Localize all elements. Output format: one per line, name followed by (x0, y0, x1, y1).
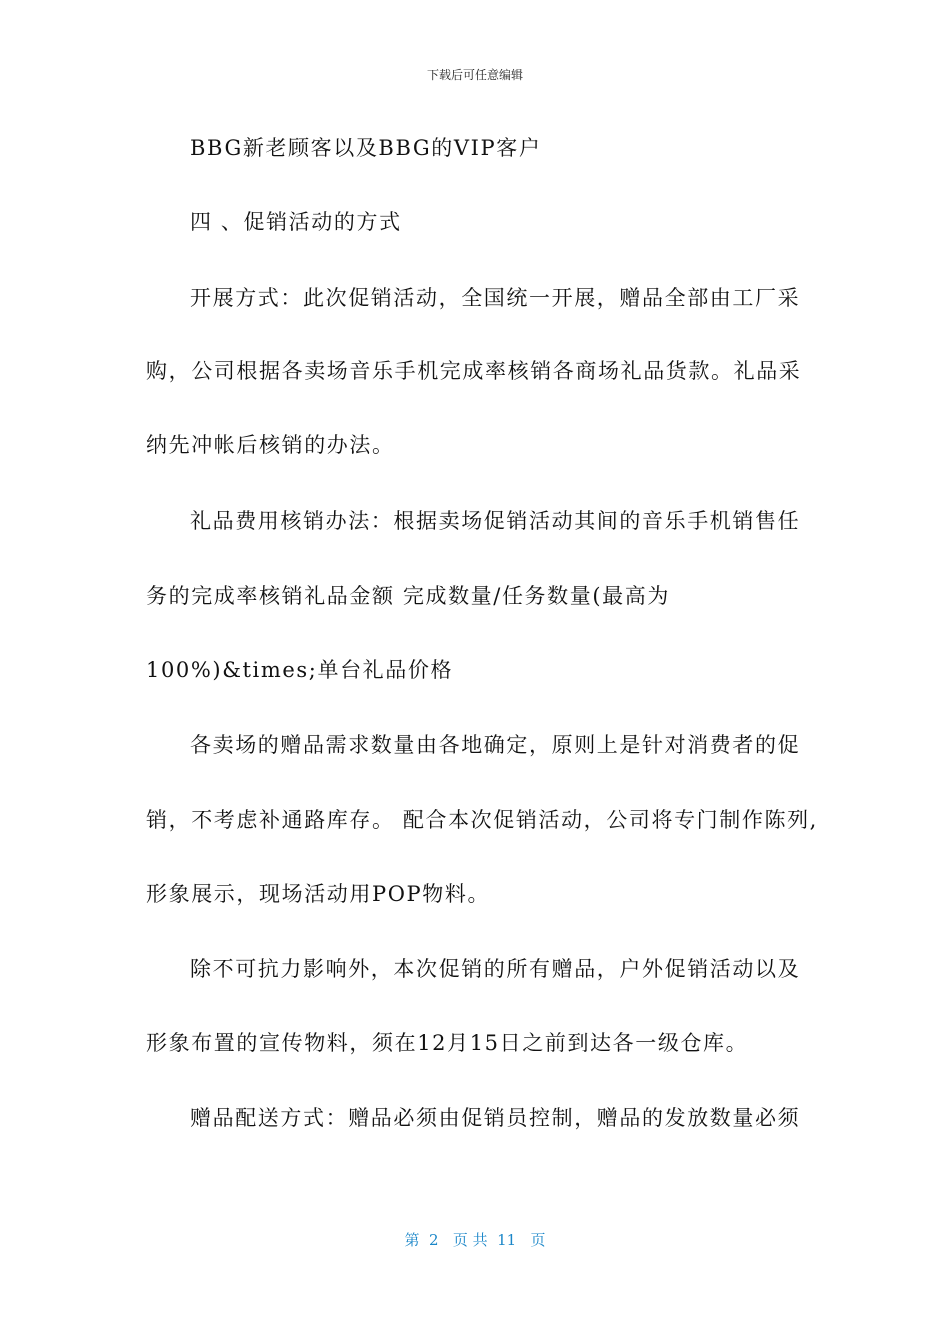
body-line: 销，不考虑补通路库存。 配合本次促销活动，公司将专门制作陈列, (146, 808, 818, 832)
body-line: 除不可抗力影响外，本次促销的所有赠品，户外促销活动以及 (190, 957, 801, 981)
section-heading: 四 、促销活动的方式 (190, 210, 402, 234)
body-line: 礼品费用核销办法：根据卖场促销活动其间的音乐手机销售任 (190, 509, 801, 533)
body-line: 100%)&times;单台礼品价格 (146, 658, 454, 682)
body-line: 形象布置的宣传物料，须在12月15日之前到达各一级仓库。 (146, 1031, 749, 1055)
body-line: 开展方式：此次促销活动，全国统一开展，赠品全部由工厂采 (190, 286, 801, 310)
body-line: BBG新老顾客以及BBG的VIP客户 (190, 136, 542, 160)
page-header: 下载后可任意编辑 (426, 68, 523, 82)
body-line: 纳先冲帐后核销的办法。 (146, 433, 395, 457)
body-line: 赠品配送方式：赠品必须由促销员控制，赠品的发放数量必须 (190, 1106, 801, 1130)
body-line: 形象展示，现场活动用POP物料。 (146, 882, 491, 906)
page-footer-page-number: 第 2 页 共 11 页 (404, 1231, 546, 1249)
body-line: 购，公司根据各卖场音乐手机完成率核销各商场礼品货款。礼品采 (146, 359, 802, 383)
body-line: 各卖场的赠品需求数量由各地确定，原则上是针对消费者的促 (190, 733, 801, 757)
body-line: 务的完成率核销礼品金额 完成数量/任务数量(最高为 (146, 584, 670, 608)
